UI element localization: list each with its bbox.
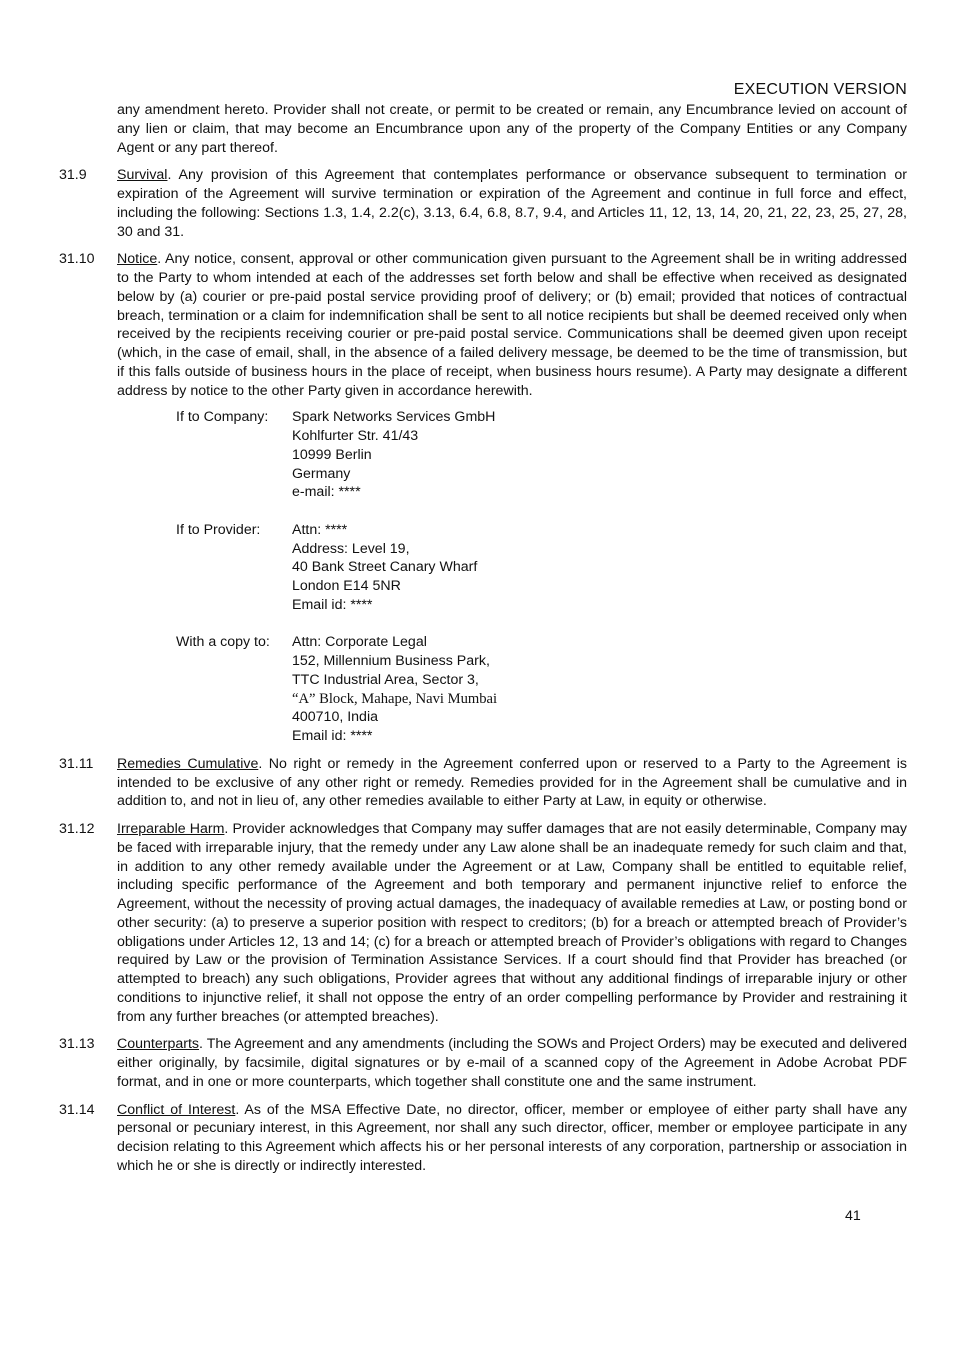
address-line: 152, Millennium Business Park, <box>292 653 490 669</box>
section-31-11 <box>59 755 907 811</box>
section-text: . Any provision of this Agreement that contemplates performance or observance subsequent to termination or expiration of the Agreement will survive termination or expiration of the Agreement and continue in full force and effect, including the following: Sections 1.3, 1.4, 2.2(c), 3.13, 6.4, 6.8, 8.7, 9.4, and Articles 11, 12, 13, 14, 20, 21, 22, 23, 25, 27, 28, 30 and 31. <box>117 167 907 240</box>
section-31-13 <box>59 1035 907 1091</box>
address-line: Germany <box>292 465 351 482</box>
address-line: e-mail: **** <box>292 484 361 501</box>
section-number: 31.12 <box>59 821 95 837</box>
address-line: 10999 Berlin <box>292 446 372 463</box>
section-heading: Conflict of Interest <box>117 1101 236 1118</box>
section-31-12 <box>59 820 907 1026</box>
section-31-10 <box>59 250 907 400</box>
section-text: . Any notice, consent, approval or other communication given pursuant to the Agreement shall be in writing addressed to the Party to whom intended at each of the addresses set forth below and shall be effective when received as designated below by (a) courier or pre-paid postal service providing proof of delivery; or (b) email; provided that notices of contractual breach, termination or a claim for indemnification shall be sent to all notice recipients but shall be deemed received only when received by the recipients receiving courier or pre-paid postal service. Communications shall be deemed given upon receipt (which, in the case of email, shall, in the absence of a failed delivery message, be deemed to be the time of transmission, but if this falls outside of business hours in the place of receipt, when business hours resume). A Party may designate a different address by notice to the other Party given in accordance herewith. <box>117 251 907 399</box>
address-line: Attn: **** <box>292 521 348 538</box>
address-label: If to Company: <box>176 409 269 426</box>
section-number: 31.11 <box>59 755 94 772</box>
section-number: 31.9 <box>59 167 87 184</box>
section-31-14 <box>59 1101 907 1176</box>
address-line: Email id: **** <box>292 728 373 744</box>
address-line: Attn: Corporate Legal <box>292 634 427 651</box>
address-line: 400710, India <box>292 709 378 726</box>
address-line: London E14 5NR <box>292 578 401 594</box>
section-heading: Notice <box>117 251 158 268</box>
section-heading: Irreparable Harm <box>117 821 225 837</box>
address-line: Email id: **** <box>292 596 373 613</box>
notice-addresses <box>176 408 907 746</box>
address-copy <box>176 633 907 746</box>
page-number: 41 <box>845 1208 861 1224</box>
section-body <box>117 1035 907 1091</box>
execution-version-header: EXECUTION VERSION <box>733 81 907 98</box>
section-number: 31.13 <box>59 1036 95 1053</box>
section-heading: Counterparts <box>117 1036 200 1053</box>
address-label: With a copy to: <box>176 634 270 651</box>
section-body <box>117 166 907 241</box>
section-body <box>117 755 907 811</box>
address-lines <box>292 633 497 746</box>
section-31-9 <box>59 166 907 241</box>
section-text: . No right or remedy in the Agreement conferred upon or reserved to a Party to the Agreement is intended to be exclusive of any other right or remedy. Remedies provided for in the Agreement shall be cumulative and in addition to, and not in lieu of, any other remedies available to either Party at Law, in equity or otherwise. <box>117 755 907 810</box>
address-provider <box>176 521 907 615</box>
section-body <box>117 250 907 400</box>
section-number: 31.10 <box>59 251 95 268</box>
section-text: . As of the MSA Effective Date, no director, officer, member or employee of either party shall have any personal or pecuniary interest, in this Agreement, nor shall any such director, officer, member or employee participate in any decision relating to this Agreement which affects his or her personal interests of any corporation, partnership or association in which he or she is directly or indirectly interested. <box>117 1101 908 1174</box>
address-line: Address: Level 19, <box>292 540 410 557</box>
section-text: . The Agreement and any amendments (including the SOWs and Project Orders) may be executed and delivered either originally, by facsimile, digital signatures or by e-mail of a scanned copy of the Agreement in Adobe Acrobat PDF format, and in one or more counterparts, which together shall constitute one and the same instrument. <box>117 1036 907 1090</box>
section-body <box>117 1101 907 1176</box>
document-body <box>59 101 907 1176</box>
address-line: TTC Industrial Area, Sector 3, <box>292 671 479 688</box>
address-lines <box>292 521 477 615</box>
section-text: . Provider acknowledges that Company may suffer damages that are not easily determinable, Company may be faced with irreparable injury, that the remedy under any Law alone shall be an inadequate remedy for such claim and that, in addition to any other remedy available under the Agreement or at Law, Company shall be entitled to equitable relief, including specific performance of the Agreement and both temporary and permanent injunctive relief to enforce the Agreement, without the necessity of proving actual damages, the inadequacy of available remedies at Law, or posting bond or other security: (a) to preserve a superior position with respect to creditors; (b) for a breach or attempted breach of Provider’s obligations under Articles 12, 13 and 14; (c) for a breach or attempted breach of Provider’s obligations with regard to Changes required by Law or the provision of Termination Assistance Services. If a court should find that Provider has breached (or attempted to breach) any such obligations, Provider agrees that without any additional findings of irreparable injury or other conditions to injunctive relief, it shall not oppose the entry of an order compelling performance by Provider and restraining it from any further breaches (or attempted breaches). <box>117 821 908 1025</box>
section-heading: Survival <box>117 167 168 184</box>
section-number: 31.14 <box>59 1101 95 1118</box>
address-lines <box>292 408 495 502</box>
address-line: “A” Block, Mahape, Navi Mumbai <box>292 690 498 707</box>
address-line: 40 Bank Street Canary Wharf <box>292 559 478 576</box>
section-heading: Remedies Cumulative <box>117 755 259 772</box>
address-label: If to Provider: <box>176 521 261 538</box>
continued-paragraph: any amendment hereto. Provider shall not create, or permit to be created or remain, any Encumbrance levied on account of any lien or claim, that may become an Encumbrance upon any of the property of the Company Entities or any Company Agent or any part thereof. <box>117 102 907 156</box>
address-line: Kohlfurter Str. 41/43 <box>292 428 419 444</box>
address-line: Spark Networks Services GmbH <box>292 409 496 426</box>
address-company <box>176 408 907 502</box>
section-body <box>117 820 907 1026</box>
